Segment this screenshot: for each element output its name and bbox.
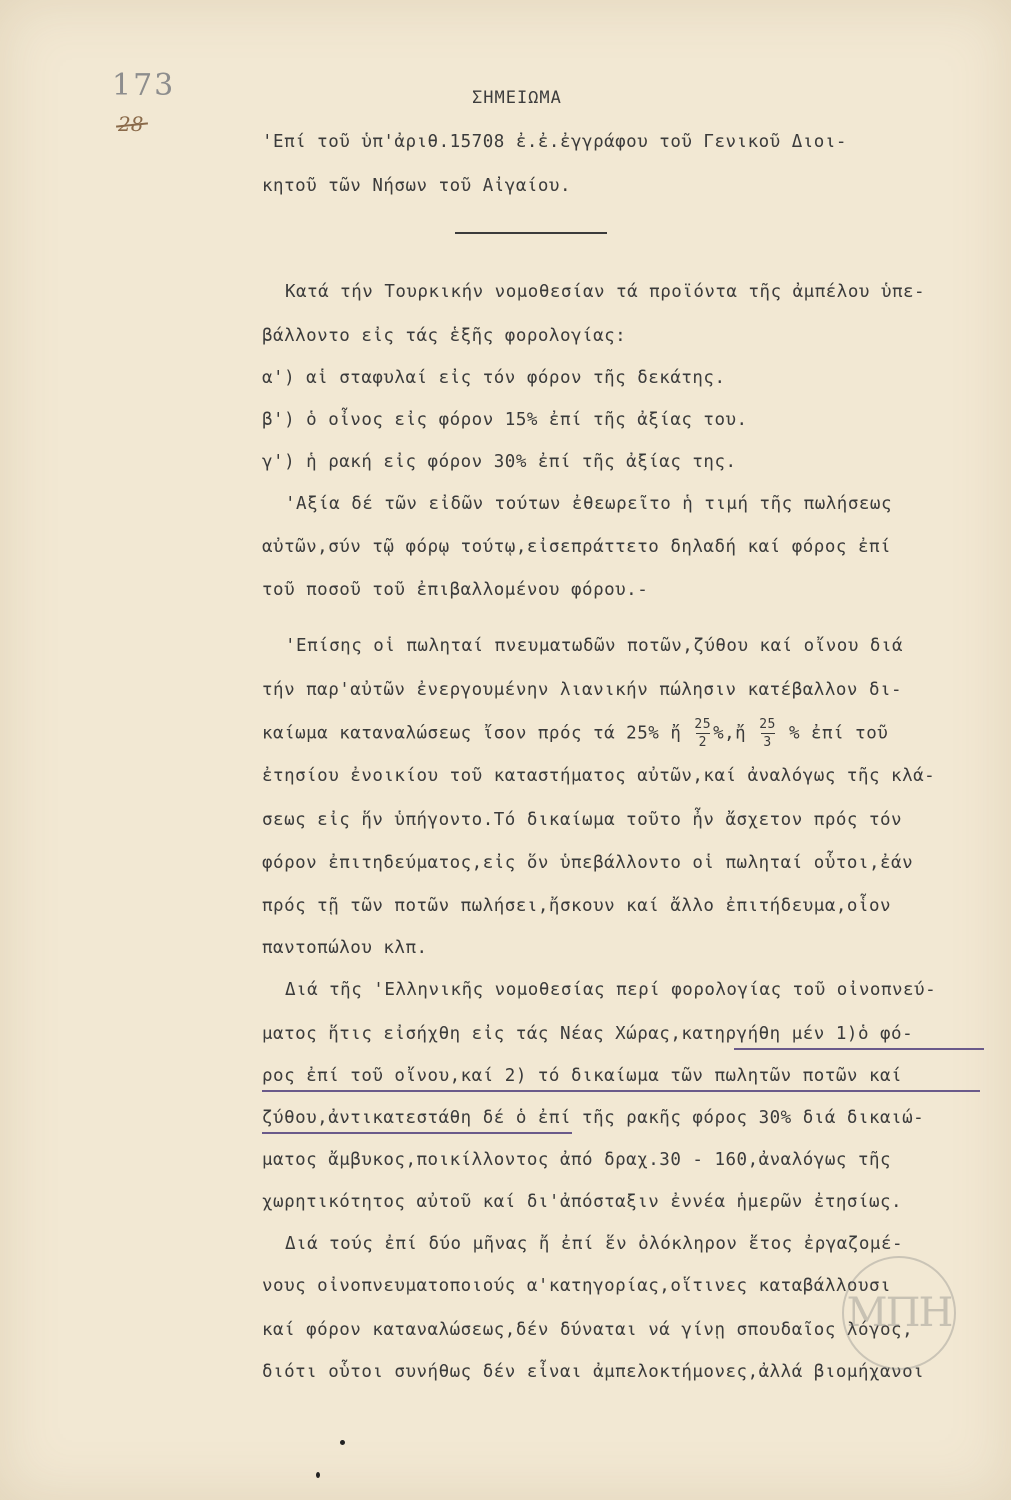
body-line: βάλλοντο εἰς τάς ἑξῆς φορολογίας: — [262, 326, 627, 346]
body-line: ματος ἥτις εἰσήχθη εἰς τάς Νέας Χώρας,κατηργήθη μέν 1)ὁ φό- — [262, 1024, 914, 1044]
handwritten-underline — [262, 1090, 980, 1092]
fraction — [759, 718, 776, 749]
body-line: Κατά τήν Τουρκικήν νομοθεσίαν τά προϊόντα τῆς ἀμπέλου ὑπε- — [285, 282, 926, 302]
body-line: ἐτησίου ἐνοικίου τοῦ καταστήματος αὐτῶν,καί ἀναλόγως τῆς κλά- — [262, 766, 936, 786]
fraction-bar — [696, 733, 710, 734]
body-line: τοῦ ποσοῦ τοῦ ἐπιβαλλομένου φόρου.- — [262, 580, 649, 600]
body-line-fragment: %,ἤ — [713, 723, 747, 744]
archive-stamp: ΜΠΗ — [842, 1256, 956, 1370]
fraction — [694, 718, 711, 749]
body-line: νους οἰνοπνευματοποιούς α'κατηγορίας,οἵτινες καταβάλλουσι — [262, 1276, 892, 1296]
body-line: 'Αξία δέ τῶν εἰδῶν τούτων ἐθεωρεῖτο ἡ τιμή τῆς πωλήσεως — [285, 494, 892, 514]
separator-rule — [455, 232, 607, 234]
handwritten-underline — [262, 1132, 572, 1134]
body-line: Διά τῆς 'Ελληνικῆς νομοθεσίας περί φορολογίας τοῦ οἰνοπνεύ- — [285, 980, 937, 1000]
body-line: γ') ἡ ρακή εἰς φόρον 30% ἐπί τῆς ἀξίας της. — [262, 452, 737, 472]
document-heading: ΣΗΜΕΙΩΜΑ — [472, 88, 562, 108]
body-line: ζύθου,ἀντικατεστάθη δέ ὁ ἐπί τῆς ρακῆς φόρος 30% διά δικαιώ- — [262, 1108, 925, 1128]
body-line: σεως εἰς ἥν ὑπήγοντο.Τό δικαίωμα τοῦτο ἦν ἄσχετον πρός τόν — [262, 810, 903, 830]
subject-line: κητοῦ τῶν Νήσων τοῦ Αἰγαίου. — [262, 176, 572, 196]
ink-dot — [340, 1440, 345, 1445]
body-line: α') αἱ σταφυλαί εἰς τόν φόρον τῆς δεκάτης. — [262, 368, 726, 388]
body-line: παντοπώλου κλπ. — [262, 938, 428, 958]
body-line: β') ὁ οἶνος εἰς φόρον 15% ἐπί τῆς ἀξίας του. — [262, 410, 748, 430]
folio-mark: 28 — [118, 112, 144, 136]
body-line-with-fractions — [262, 718, 1007, 749]
body-line: ματος ἄμβυκος,ποικίλλοντος ἀπό δραχ.30 - 160,ἀναλόγως τῆς — [262, 1150, 892, 1170]
fraction-numerator: 25 — [759, 717, 776, 732]
folio-number: 173 — [112, 68, 176, 103]
body-line: καί φόρον καταναλώσεως,δέν δύναται νά γίνῃ σπουδαῖος λόγος, — [262, 1320, 914, 1340]
body-line: αὐτῶν,σύν τῷ φόρῳ τούτῳ,εἰσεπράττετο δηλαδή καί φόρος ἐπί — [262, 537, 892, 557]
body-line: ρος ἐπί τοῦ οἴνου,καί 2) τό δικαίωμα τῶν πωλητῶν ποτῶν καί — [262, 1066, 903, 1086]
ink-dot — [316, 1472, 320, 1478]
body-line: Διά τούς ἐπί δύο μῆνας ἤ ἐπί ἕν ὁλόκληρον ἔτος ἐργαζομέ- — [285, 1234, 904, 1254]
fraction-bar — [761, 733, 775, 734]
handwritten-underline — [734, 1048, 984, 1050]
body-line: τήν παρ'αὐτῶν ἐνεργουμένην λιανικήν πώλησιν κατέβαλλον δι- — [262, 680, 903, 700]
body-line: διότι οὗτοι συνήθως δέν εἶναι ἀμπελοκτήμονες,ἀλλά βιομήχανοι — [262, 1362, 925, 1382]
body-line-fragment: καίωμα καταναλώσεως ἴσον πρός τά 25% ἤ — [262, 723, 682, 744]
body-line: 'Επίσης οἱ πωληταί πνευματωδῶν ποτῶν,ζύθου καί οἴνου διά — [285, 636, 904, 656]
fraction-numerator: 25 — [694, 717, 712, 732]
fraction-denominator: 3 — [763, 735, 772, 750]
subject-line: 'Επί τοῦ ὑπ'ἀριθ.15708 ἐ.ἐ.ἐγγράφου τοῦ Γενικοῦ Διοι- — [262, 132, 847, 152]
body-line: πρός τῇ τῶν ποτῶν πωλήσει,ἤσκουν καί ἄλλο ἐπιτήδευμα,οἷον — [262, 896, 892, 916]
body-line-fragment: % ἐπί τοῦ — [788, 723, 889, 744]
body-line: φόρον ἐπιτηδεύματος,εἰς ὅν ὑπεβάλλοντο οἱ πωληταί οὗτοι,ἐάν — [262, 853, 914, 873]
fraction-denominator: 2 — [698, 735, 707, 750]
body-line: χωρητικότητος αὐτοῦ καί δι'ἀπόσταξιν ἐννέα ἡμερῶν ἐτησίως. — [262, 1192, 903, 1212]
